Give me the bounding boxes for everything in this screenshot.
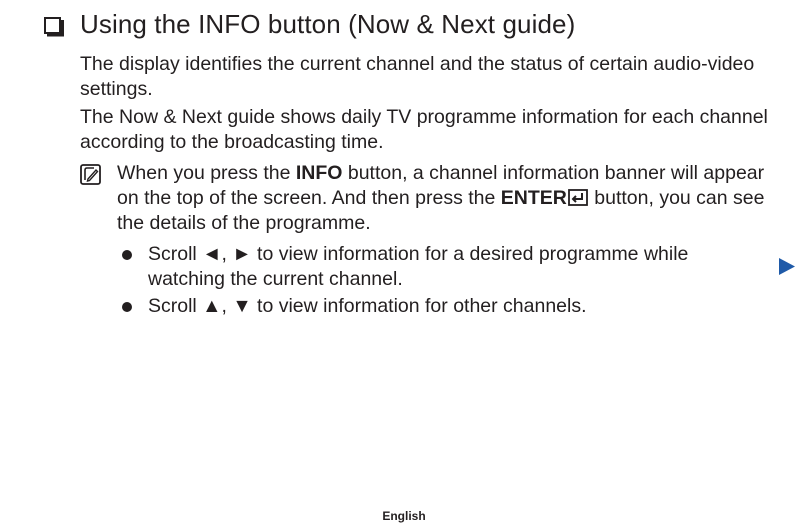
note-text-part-3: button, you can see the details of the programme. (117, 187, 765, 234)
note-text (117, 161, 767, 236)
intro-paragraph-1: The display identifies the current channel and the status of certain audio-video settings. (80, 53, 755, 100)
enter-icon (568, 189, 588, 206)
bullet-text: Scroll ▲, ▼ to view information for other channels. (148, 295, 587, 317)
note-icon (80, 164, 101, 185)
next-page-arrow-icon[interactable] (778, 258, 795, 275)
bullet-dot-icon (122, 302, 132, 312)
section-title: Using the INFO button (Now & Next guide) (80, 8, 576, 39)
intro-paragraph-2: The Now & Next guide shows daily TV programme information for each channel according to the broadcasting time. (80, 106, 768, 153)
note-text-part-1: When you press the (117, 162, 296, 184)
checkbox-square-icon (44, 17, 61, 34)
section-heading (38, 6, 798, 42)
bullet-dot-icon (122, 250, 132, 260)
info-button-label: INFO (295, 162, 343, 184)
bullet-text: Scroll ◄, ► to view information for a desired programme while watching the current channel. (148, 243, 689, 290)
footer-language: English (382, 509, 426, 523)
note-block (80, 161, 770, 241)
enter-button-label: ENTER (500, 187, 567, 209)
note-text-part-2: button, a channel information banner will appear on the top of the screen. And then press the (117, 162, 765, 209)
